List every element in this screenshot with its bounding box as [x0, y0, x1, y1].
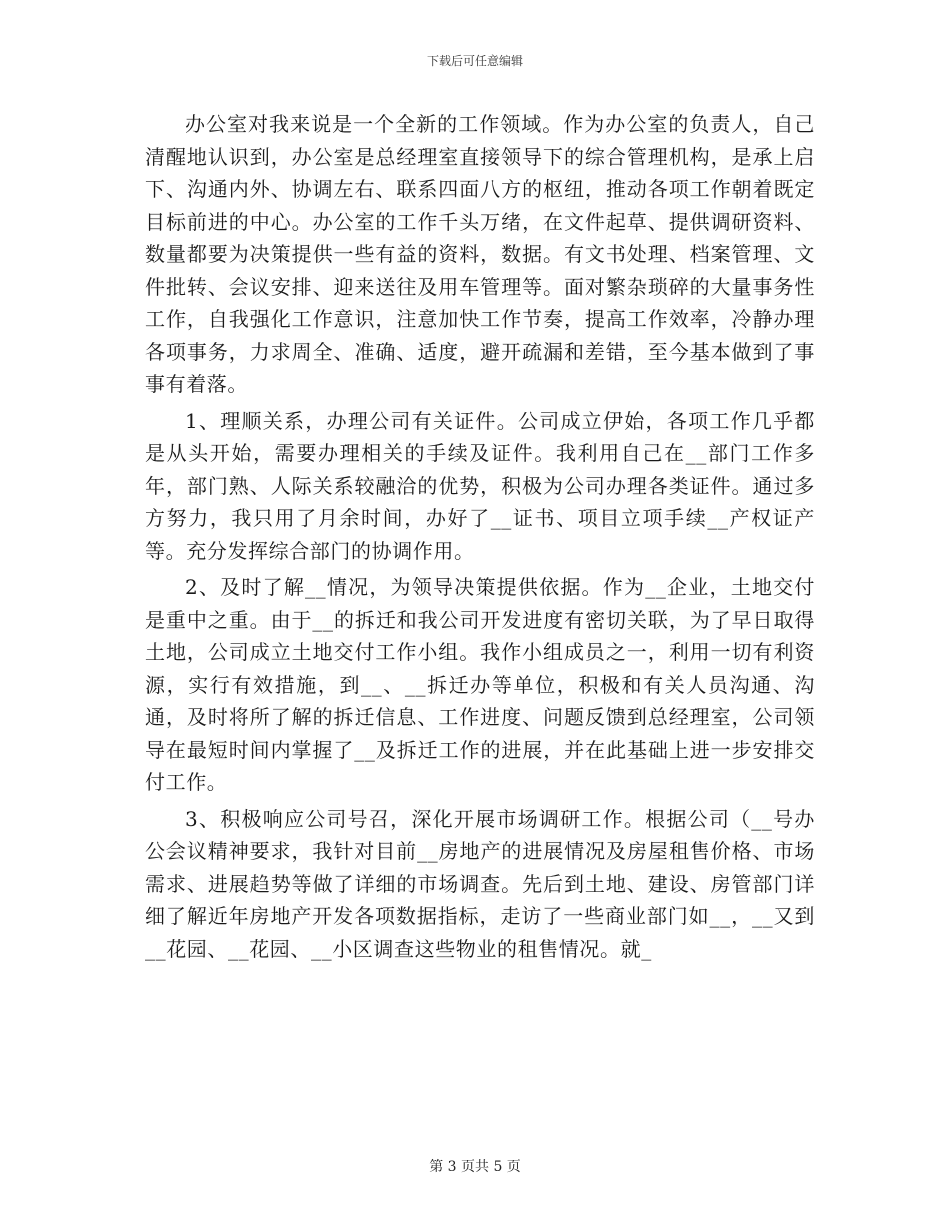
- page-number: 第 3 页共 5 页: [429, 1159, 521, 1175]
- paragraph-item-2: 2、及时了解__情况，为领导决策提供依据。作为__企业，土地交付是重中之重。由于__的拆迁和我公司开发进度有密切关联，为了早日取得土地，公司成立土地交付工作小组。我作小组成员之一，利用一切有利资源，实行有效措施，到__、__拆迁办等单位，积极和有关人员沟通、沟通，及时将所了解的拆迁信息、工作进度、问题反馈到总经理室，公司领导在最短时间内掌握了__及拆迁工作的进展，并在此基础上进一步安排交付工作。: [145, 575, 815, 794]
- document-body: [145, 108, 815, 965]
- paragraph-item-1: 1、理顺关系，办理公司有关证件。公司成立伊始，各项工作几乎都是从头开始，需要办理相关的手续及证件。我利用自己在__部门工作多年，部门熟、人际关系较融洽的优势，积极为公司办理各类证件。通过多方努力，我只用了月余时间，办好了__证书、项目立项手续__产权证产等。充分发挥综合部门的协调作用。: [145, 408, 815, 563]
- paragraph-office-intro: 办公室对我来说是一个全新的工作领域。作为办公室的负责人，自己清醒地认识到，办公室是总经理室直接领导下的综合管理机构，是承上启下、沟通内外、协调左右、联系四面八方的枢纽，推动各项工作朝着既定目标前进的中心。办公室的工作千头万绪，在文件起草、提供调研资料、数量都要为决策提供一些有益的资料，数据。有文书处理、档案管理、文件批转、会议安排、迎来送往及用车管理等。面对繁杂琐碎的大量事务性工作，自我强化工作意识，注意加快工作节奏，提高工作效率，冷静办理各项事务，力求周全、准确、适度，避开疏漏和差错，至今基本做到了事事有着落。: [145, 112, 815, 396]
- page-header: 下载后可任意编辑: [426, 54, 523, 68]
- paragraph-item-3: 3、积极响应公司号召，深化开展市场调研工作。根据公司（__号办公会议精神要求，我针对目前__房地产的进展情况及房屋租售价格、市场需求、进展趋势等做了详细的市场调查。先后到土地、建设、房管部门详细了解近年房地产开发各项数据指标，走访了一些商业部门如__，__又到__花园、__花园、__小区调查这些物业的租售情况。就_: [145, 806, 815, 961]
